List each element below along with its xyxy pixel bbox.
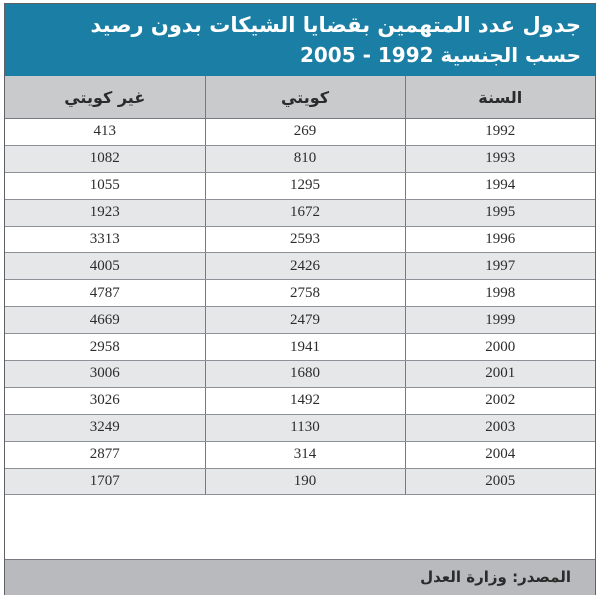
- cell-non-kuwaiti: 4669: [5, 307, 205, 334]
- cell-year: 1997: [405, 253, 595, 280]
- cell-year: 2005: [405, 468, 595, 495]
- cell-kuwaiti: 1672: [205, 199, 405, 226]
- cell-non-kuwaiti: 4787: [5, 280, 205, 307]
- source-note: المصدر: وزارة العدل: [420, 568, 571, 586]
- cell-year: 1999: [405, 307, 595, 334]
- table-row: [5, 119, 595, 146]
- cell-non-kuwaiti: 1923: [5, 199, 205, 226]
- table-wrap: [5, 76, 595, 495]
- table-row: [5, 280, 595, 307]
- cell-kuwaiti: 810: [205, 145, 405, 172]
- cell-year: 1992: [405, 119, 595, 146]
- cell-non-kuwaiti: 2877: [5, 441, 205, 468]
- cell-year: 2000: [405, 334, 595, 361]
- cell-non-kuwaiti: 2958: [5, 334, 205, 361]
- cell-non-kuwaiti: 3249: [5, 414, 205, 441]
- table-row: [5, 414, 595, 441]
- cell-non-kuwaiti: 413: [5, 119, 205, 146]
- cell-kuwaiti: 1492: [205, 387, 405, 414]
- cell-non-kuwaiti: 1707: [5, 468, 205, 495]
- cell-non-kuwaiti: 4005: [5, 253, 205, 280]
- table-row: [5, 468, 595, 495]
- cell-year: 1998: [405, 280, 595, 307]
- table-row: [5, 361, 595, 388]
- table-row: [5, 172, 595, 199]
- table-subtitle: حسب الجنسية 1992 - 2005: [299, 43, 581, 67]
- cell-year: 1996: [405, 226, 595, 253]
- cell-kuwaiti: 2426: [205, 253, 405, 280]
- table-row: [5, 387, 595, 414]
- footer-bar: [5, 559, 595, 595]
- cell-kuwaiti: 1941: [205, 334, 405, 361]
- cell-non-kuwaiti: 1055: [5, 172, 205, 199]
- table-row: [5, 145, 595, 172]
- cell-kuwaiti: 1130: [205, 414, 405, 441]
- cell-kuwaiti: 2758: [205, 280, 405, 307]
- cell-year: 1995: [405, 199, 595, 226]
- table-row: [5, 441, 595, 468]
- cell-year: 2002: [405, 387, 595, 414]
- data-table: [5, 76, 595, 495]
- cell-year: 1994: [405, 172, 595, 199]
- cell-kuwaiti: 2593: [205, 226, 405, 253]
- table-row: [5, 199, 595, 226]
- header-year: السنة: [405, 76, 595, 119]
- table-row: [5, 253, 595, 280]
- header-row: [5, 76, 595, 119]
- cell-kuwaiti: 1295: [205, 172, 405, 199]
- cell-non-kuwaiti: 1082: [5, 145, 205, 172]
- cell-year: 2003: [405, 414, 595, 441]
- cell-kuwaiti: 269: [205, 119, 405, 146]
- cell-non-kuwaiti: 3026: [5, 387, 205, 414]
- cell-kuwaiti: 2479: [205, 307, 405, 334]
- cell-year: 1993: [405, 145, 595, 172]
- title-bar: [5, 4, 595, 76]
- table-body: [5, 119, 595, 495]
- table-title: جدول عدد المتهمين بقضايا الشيكات بدون رصيد: [90, 13, 581, 37]
- table-row: [5, 307, 595, 334]
- cell-year: 2001: [405, 361, 595, 388]
- cell-year: 2004: [405, 441, 595, 468]
- table-row: [5, 226, 595, 253]
- cell-non-kuwaiti: 3313: [5, 226, 205, 253]
- cell-kuwaiti: 314: [205, 441, 405, 468]
- cell-kuwaiti: 1680: [205, 361, 405, 388]
- table-row: [5, 334, 595, 361]
- header-non-kuwaiti: غير كويتي: [5, 76, 205, 119]
- header-kuwaiti: كويتي: [205, 76, 405, 119]
- cell-kuwaiti: 190: [205, 468, 405, 495]
- table-frame: [4, 3, 596, 595]
- cell-non-kuwaiti: 3006: [5, 361, 205, 388]
